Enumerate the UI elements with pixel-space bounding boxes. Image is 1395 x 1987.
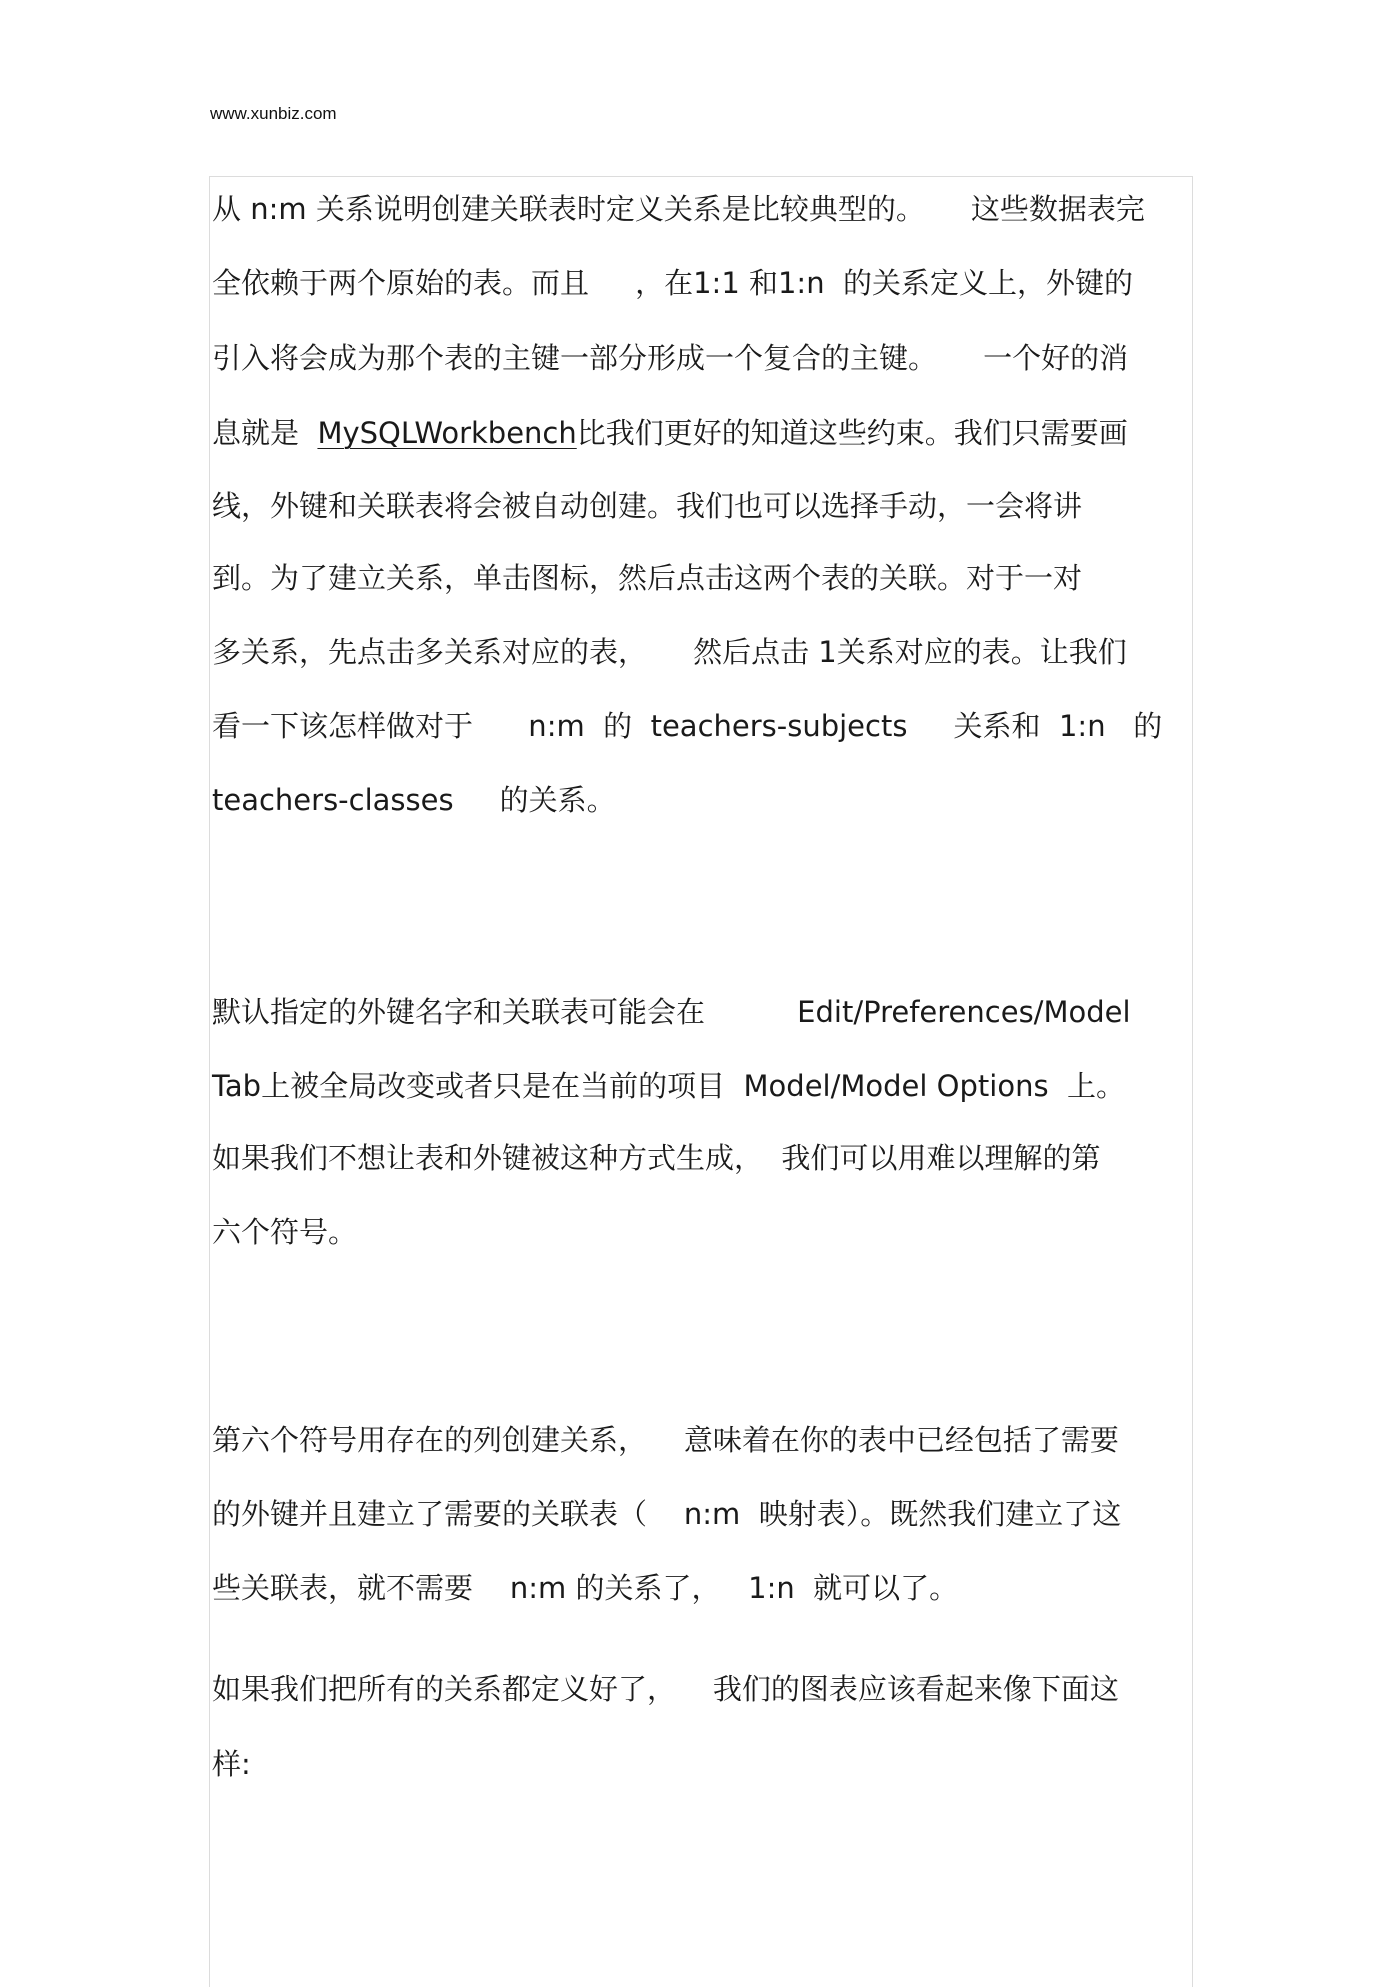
text-line: 六个符号。 (212, 1215, 358, 1249)
text-line: 全依赖于两个原始的表。而且 ，在1:1 和1:n 的关系定义上，外键的 (212, 266, 1134, 300)
text-line: Tab上被全局改变或者只是在当前的项目 Model/Model Options 上。 (212, 1069, 1125, 1103)
text-line: 第六个符号用存在的列创建关系， 意味着在你的表中已经包括了需要 (212, 1423, 1119, 1457)
text-line: 看一下该怎样做对于 n:m 的 teachers-subjects 关系和 1:n 的 (212, 709, 1163, 743)
text-line: 线，外键和关联表将会被自动创建。我们也可以选择手动，一会将讲 (212, 489, 1083, 523)
text-line: 如果我们不想让表和外键被这种方式生成， 我们可以用难以理解的第 (212, 1141, 1101, 1175)
text-line: 到。为了建立关系，单击图标，然后点击这两个表的关联。对于一对 (212, 561, 1083, 595)
text-line: 的外键并且建立了需要的关联表（ n:m 映射表）。既然我们建立了这 (212, 1497, 1122, 1531)
text-line: 样: (212, 1747, 251, 1781)
site-url: www.xunbiz.com (210, 104, 337, 123)
text-line: 些关联表，就不需要 n:m 的关系了， 1:n 就可以了。 (212, 1571, 959, 1605)
text-line: 默认指定的外键名字和关联表可能会在 Edit/Preferences/Model (212, 995, 1131, 1029)
text-segment: 息就是 (212, 416, 318, 450)
text-line: 如果我们把所有的关系都定义好了， 我们的图表应该看起来像下面这 (212, 1672, 1119, 1706)
text-segment: 比我们更好的知道这些约束。我们只需要画 (576, 416, 1128, 450)
text-line: 多关系，先点击多关系对应的表， 然后点击 1关系对应的表。让我们 (212, 635, 1127, 669)
text-line: teachers-classes 的关系。 (212, 783, 616, 817)
text-line (212, 413, 1128, 453)
text-line: 从 n:m 关系说明创建关联表时定义关系是比较典型的。 这些数据表完 (212, 192, 1145, 226)
text-line: 引入将会成为那个表的主键一部分形成一个复合的主键。 一个好的消 (212, 341, 1129, 375)
mysql-workbench-link[interactable]: MySQLWorkbench (317, 416, 577, 450)
